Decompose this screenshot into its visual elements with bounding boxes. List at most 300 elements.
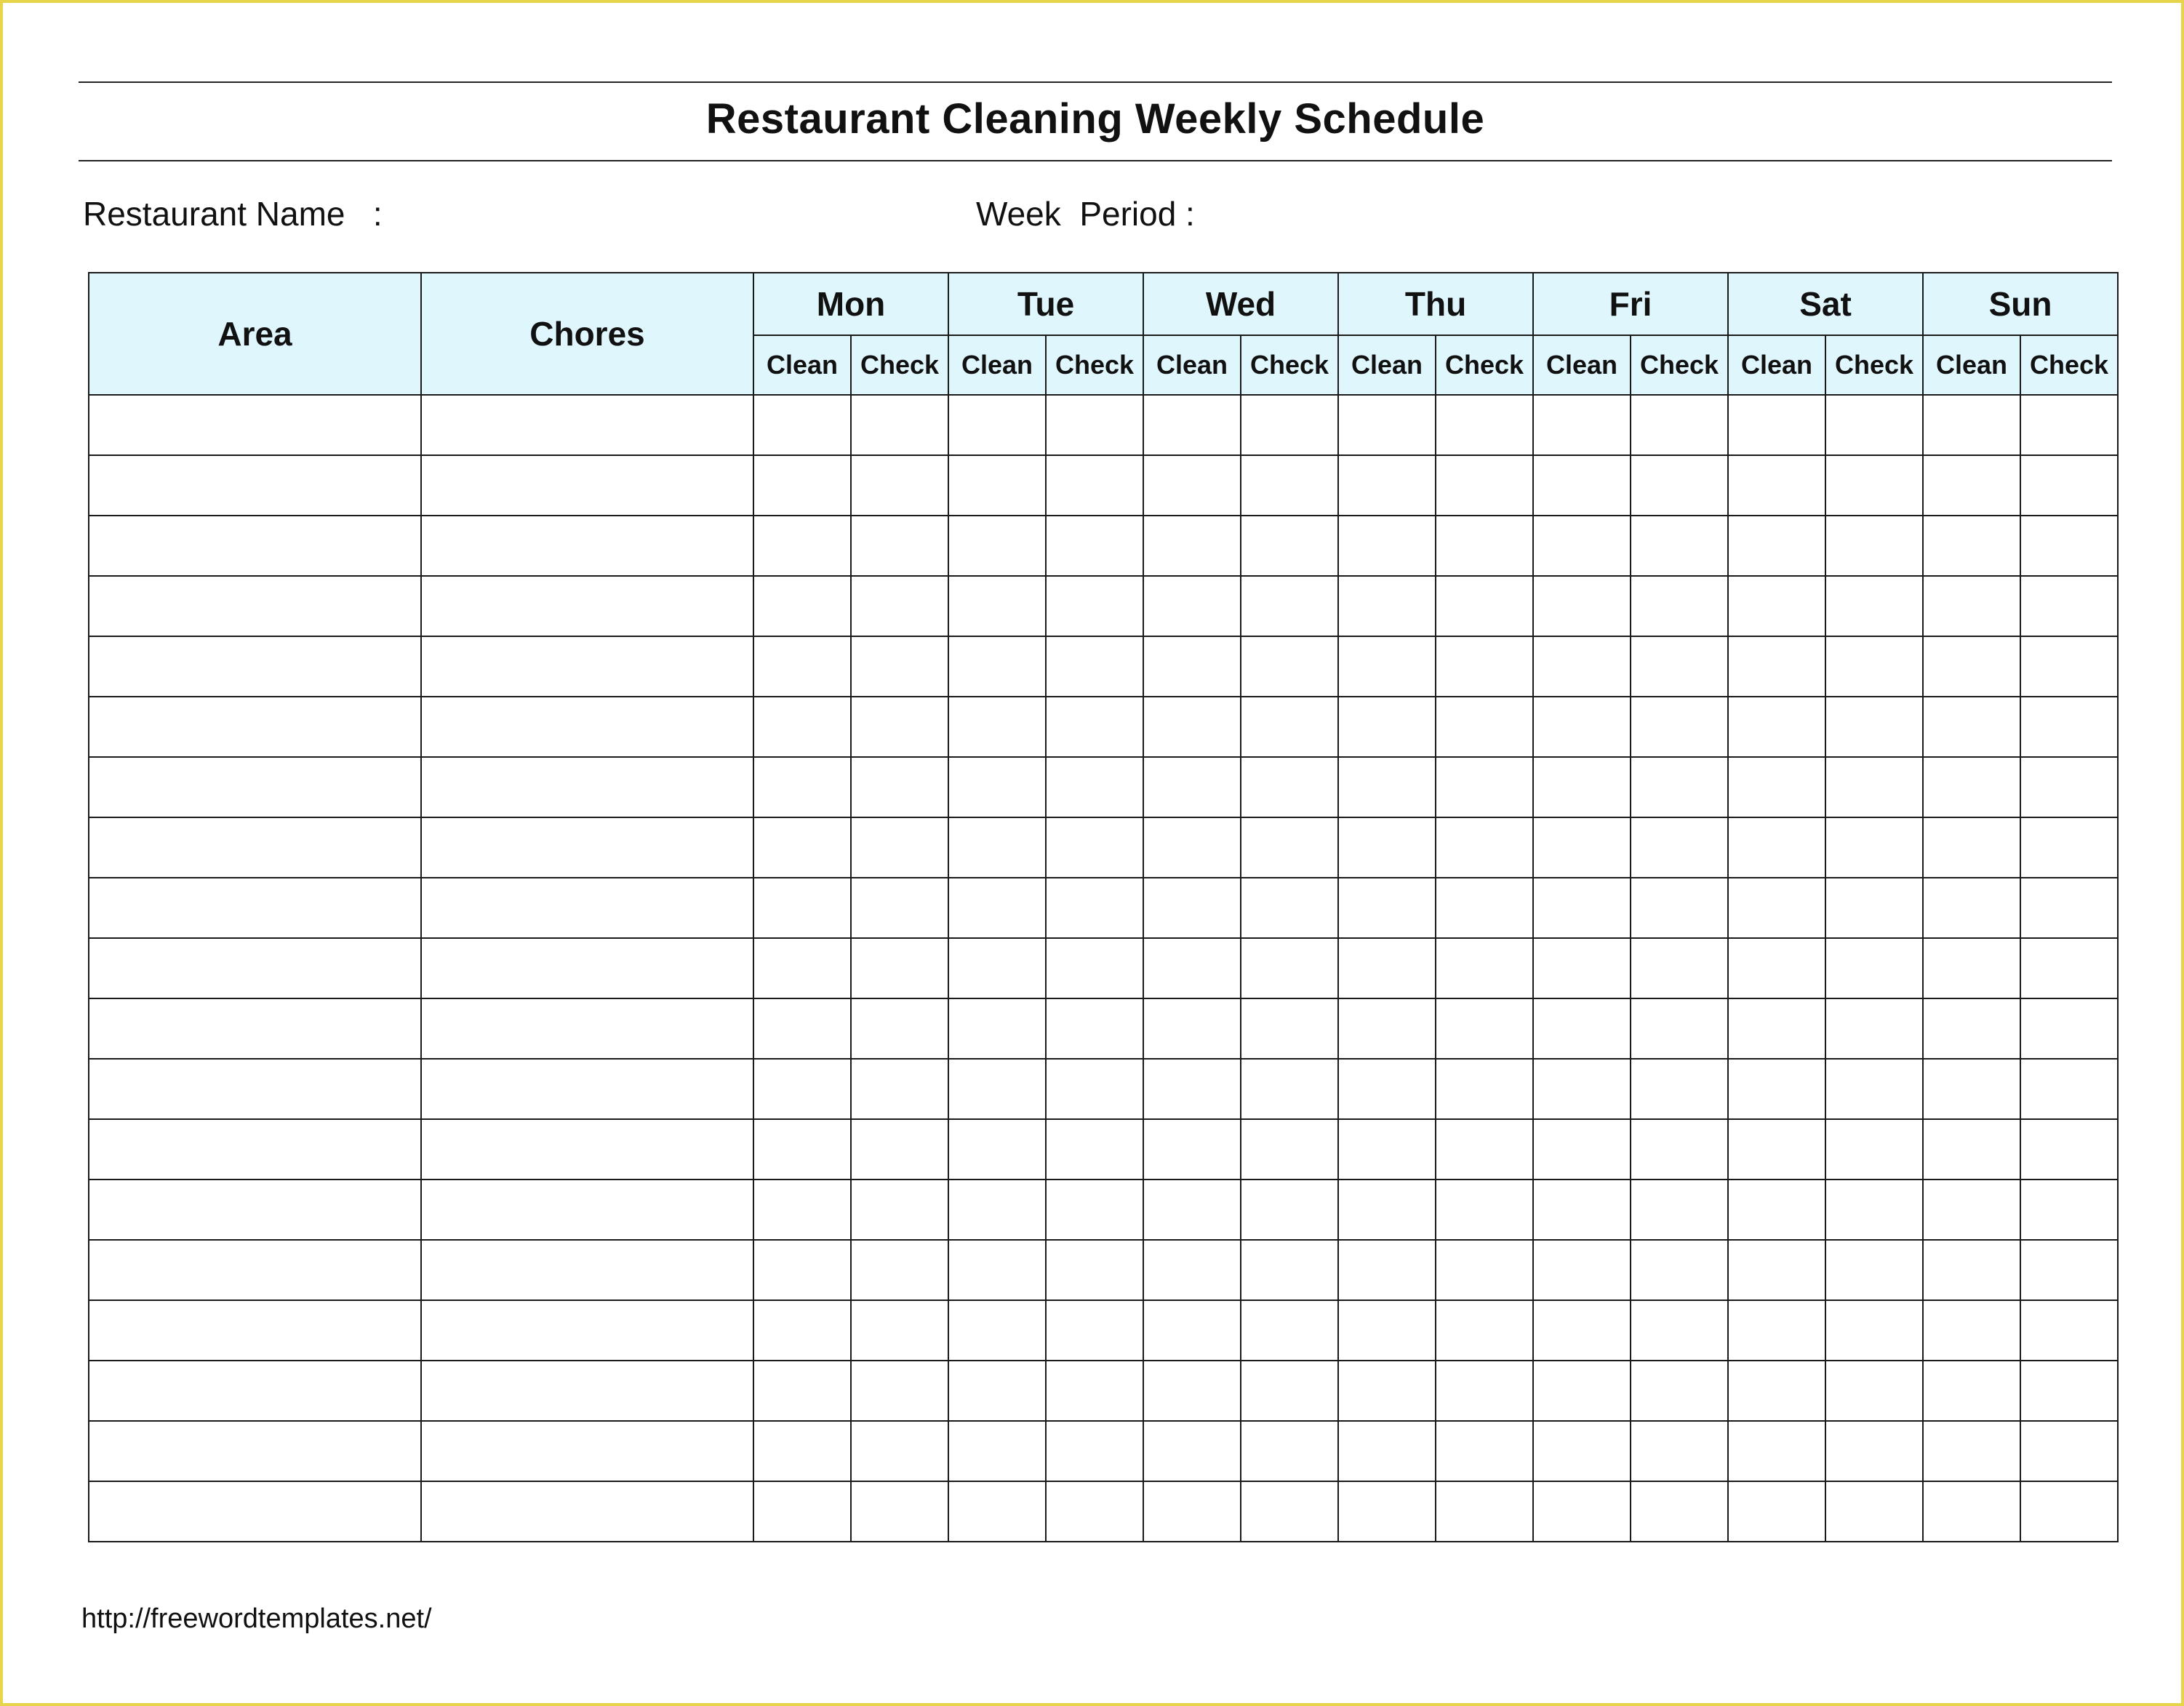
- check-cell[interactable]: [1533, 697, 1631, 757]
- check-cell[interactable]: [948, 757, 1046, 817]
- check-cell[interactable]: [2020, 636, 2118, 697]
- check-cell[interactable]: [1143, 1119, 1241, 1180]
- check-cell[interactable]: [1436, 1300, 1533, 1361]
- check-cell[interactable]: [1338, 395, 1436, 455]
- chores-cell[interactable]: [421, 817, 753, 878]
- check-cell[interactable]: [1436, 938, 1533, 998]
- check-cell[interactable]: [948, 1361, 1046, 1421]
- check-cell[interactable]: [1436, 1421, 1533, 1481]
- check-cell[interactable]: [1533, 395, 1631, 455]
- check-cell[interactable]: [1241, 455, 1338, 516]
- chores-cell[interactable]: [421, 878, 753, 938]
- check-cell[interactable]: [1728, 1481, 1825, 1542]
- area-cell[interactable]: [89, 636, 421, 697]
- check-cell[interactable]: [2020, 1361, 2118, 1421]
- check-cell[interactable]: [753, 455, 851, 516]
- check-cell[interactable]: [1533, 817, 1631, 878]
- check-cell[interactable]: [1046, 817, 1143, 878]
- check-cell[interactable]: [1533, 1421, 1631, 1481]
- check-cell[interactable]: [1825, 395, 1923, 455]
- check-cell[interactable]: [1241, 757, 1338, 817]
- check-cell[interactable]: [1338, 817, 1436, 878]
- check-cell[interactable]: [1046, 1240, 1143, 1300]
- chores-cell[interactable]: [421, 1421, 753, 1481]
- check-cell[interactable]: [1338, 1119, 1436, 1180]
- check-cell[interactable]: [1241, 1481, 1338, 1542]
- check-cell[interactable]: [753, 998, 851, 1059]
- check-cell[interactable]: [948, 455, 1046, 516]
- check-cell[interactable]: [1046, 1180, 1143, 1240]
- check-cell[interactable]: [1825, 516, 1923, 576]
- check-cell[interactable]: [1728, 1361, 1825, 1421]
- check-cell[interactable]: [1631, 757, 1728, 817]
- check-cell[interactable]: [753, 1421, 851, 1481]
- check-cell[interactable]: [1338, 1481, 1436, 1542]
- check-cell[interactable]: [1046, 395, 1143, 455]
- check-cell[interactable]: [1923, 455, 2020, 516]
- check-cell[interactable]: [1436, 455, 1533, 516]
- check-cell[interactable]: [753, 1481, 851, 1542]
- check-cell[interactable]: [851, 516, 948, 576]
- check-cell[interactable]: [1923, 636, 2020, 697]
- check-cell[interactable]: [1728, 998, 1825, 1059]
- check-cell[interactable]: [1631, 1059, 1728, 1119]
- check-cell[interactable]: [1143, 516, 1241, 576]
- check-cell[interactable]: [851, 395, 948, 455]
- check-cell[interactable]: [851, 1240, 948, 1300]
- area-cell[interactable]: [89, 697, 421, 757]
- check-cell[interactable]: [1923, 576, 2020, 636]
- check-cell[interactable]: [1923, 878, 2020, 938]
- check-cell[interactable]: [1046, 757, 1143, 817]
- check-cell[interactable]: [1143, 395, 1241, 455]
- area-cell[interactable]: [89, 1300, 421, 1361]
- check-cell[interactable]: [851, 636, 948, 697]
- check-cell[interactable]: [1728, 1240, 1825, 1300]
- check-cell[interactable]: [1631, 938, 1728, 998]
- check-cell[interactable]: [1241, 697, 1338, 757]
- check-cell[interactable]: [1241, 516, 1338, 576]
- check-cell[interactable]: [851, 1300, 948, 1361]
- check-cell[interactable]: [2020, 757, 2118, 817]
- check-cell[interactable]: [2020, 817, 2118, 878]
- check-cell[interactable]: [948, 636, 1046, 697]
- check-cell[interactable]: [1533, 757, 1631, 817]
- check-cell[interactable]: [1338, 697, 1436, 757]
- check-cell[interactable]: [851, 998, 948, 1059]
- check-cell[interactable]: [1241, 817, 1338, 878]
- area-cell[interactable]: [89, 817, 421, 878]
- area-cell[interactable]: [89, 516, 421, 576]
- check-cell[interactable]: [1436, 576, 1533, 636]
- check-cell[interactable]: [1533, 878, 1631, 938]
- check-cell[interactable]: [1631, 636, 1728, 697]
- check-cell[interactable]: [1046, 455, 1143, 516]
- check-cell[interactable]: [2020, 1300, 2118, 1361]
- check-cell[interactable]: [1631, 1421, 1728, 1481]
- check-cell[interactable]: [851, 817, 948, 878]
- check-cell[interactable]: [1046, 516, 1143, 576]
- check-cell[interactable]: [1631, 1180, 1728, 1240]
- check-cell[interactable]: [1728, 757, 1825, 817]
- check-cell[interactable]: [1923, 1180, 2020, 1240]
- check-cell[interactable]: [1143, 455, 1241, 516]
- check-cell[interactable]: [1631, 576, 1728, 636]
- area-cell[interactable]: [89, 938, 421, 998]
- check-cell[interactable]: [851, 697, 948, 757]
- check-cell[interactable]: [851, 1421, 948, 1481]
- check-cell[interactable]: [1923, 1119, 2020, 1180]
- check-cell[interactable]: [1825, 1481, 1923, 1542]
- check-cell[interactable]: [851, 878, 948, 938]
- area-cell[interactable]: [89, 1180, 421, 1240]
- check-cell[interactable]: [1241, 1421, 1338, 1481]
- check-cell[interactable]: [1143, 1421, 1241, 1481]
- check-cell[interactable]: [1046, 998, 1143, 1059]
- check-cell[interactable]: [753, 1180, 851, 1240]
- check-cell[interactable]: [1533, 1240, 1631, 1300]
- check-cell[interactable]: [948, 1119, 1046, 1180]
- check-cell[interactable]: [948, 1481, 1046, 1542]
- check-cell[interactable]: [1631, 455, 1728, 516]
- check-cell[interactable]: [2020, 455, 2118, 516]
- check-cell[interactable]: [2020, 1240, 2118, 1300]
- check-cell[interactable]: [1241, 1300, 1338, 1361]
- check-cell[interactable]: [1923, 757, 2020, 817]
- check-cell[interactable]: [1436, 878, 1533, 938]
- check-cell[interactable]: [1436, 757, 1533, 817]
- check-cell[interactable]: [1923, 938, 2020, 998]
- check-cell[interactable]: [1728, 697, 1825, 757]
- check-cell[interactable]: [2020, 697, 2118, 757]
- check-cell[interactable]: [1338, 1300, 1436, 1361]
- check-cell[interactable]: [948, 998, 1046, 1059]
- check-cell[interactable]: [1241, 1361, 1338, 1421]
- check-cell[interactable]: [1241, 636, 1338, 697]
- check-cell[interactable]: [1533, 1180, 1631, 1240]
- check-cell[interactable]: [948, 1180, 1046, 1240]
- check-cell[interactable]: [753, 1119, 851, 1180]
- check-cell[interactable]: [1046, 636, 1143, 697]
- check-cell[interactable]: [948, 1300, 1046, 1361]
- check-cell[interactable]: [1825, 938, 1923, 998]
- check-cell[interactable]: [1338, 1059, 1436, 1119]
- area-cell[interactable]: [89, 998, 421, 1059]
- check-cell[interactable]: [1046, 1481, 1143, 1542]
- check-cell[interactable]: [1436, 395, 1533, 455]
- check-cell[interactable]: [1143, 817, 1241, 878]
- check-cell[interactable]: [1241, 576, 1338, 636]
- check-cell[interactable]: [851, 455, 948, 516]
- check-cell[interactable]: [948, 395, 1046, 455]
- check-cell[interactable]: [1825, 998, 1923, 1059]
- check-cell[interactable]: [1923, 998, 2020, 1059]
- area-cell[interactable]: [89, 455, 421, 516]
- check-cell[interactable]: [851, 1180, 948, 1240]
- check-cell[interactable]: [1143, 938, 1241, 998]
- check-cell[interactable]: [948, 1059, 1046, 1119]
- check-cell[interactable]: [753, 516, 851, 576]
- check-cell[interactable]: [1046, 1300, 1143, 1361]
- check-cell[interactable]: [1338, 636, 1436, 697]
- check-cell[interactable]: [1631, 1300, 1728, 1361]
- chores-cell[interactable]: [421, 757, 753, 817]
- check-cell[interactable]: [1338, 757, 1436, 817]
- chores-cell[interactable]: [421, 455, 753, 516]
- check-cell[interactable]: [1631, 817, 1728, 878]
- check-cell[interactable]: [851, 576, 948, 636]
- check-cell[interactable]: [1631, 878, 1728, 938]
- check-cell[interactable]: [1046, 1059, 1143, 1119]
- check-cell[interactable]: [948, 576, 1046, 636]
- check-cell[interactable]: [1825, 1180, 1923, 1240]
- check-cell[interactable]: [1825, 455, 1923, 516]
- check-cell[interactable]: [948, 1421, 1046, 1481]
- check-cell[interactable]: [1631, 697, 1728, 757]
- check-cell[interactable]: [2020, 1119, 2118, 1180]
- check-cell[interactable]: [1631, 1119, 1728, 1180]
- check-cell[interactable]: [753, 938, 851, 998]
- check-cell[interactable]: [1728, 1300, 1825, 1361]
- check-cell[interactable]: [1923, 1481, 2020, 1542]
- chores-cell[interactable]: [421, 516, 753, 576]
- check-cell[interactable]: [1338, 998, 1436, 1059]
- check-cell[interactable]: [1728, 395, 1825, 455]
- check-cell[interactable]: [1143, 1300, 1241, 1361]
- check-cell[interactable]: [1923, 1240, 2020, 1300]
- check-cell[interactable]: [1631, 516, 1728, 576]
- area-cell[interactable]: [89, 1240, 421, 1300]
- area-cell[interactable]: [89, 1059, 421, 1119]
- check-cell[interactable]: [948, 1240, 1046, 1300]
- check-cell[interactable]: [1728, 817, 1825, 878]
- area-cell[interactable]: [89, 1119, 421, 1180]
- check-cell[interactable]: [2020, 516, 2118, 576]
- check-cell[interactable]: [2020, 938, 2118, 998]
- check-cell[interactable]: [753, 878, 851, 938]
- check-cell[interactable]: [1436, 1361, 1533, 1421]
- chores-cell[interactable]: [421, 1361, 753, 1421]
- check-cell[interactable]: [1143, 636, 1241, 697]
- check-cell[interactable]: [2020, 395, 2118, 455]
- check-cell[interactable]: [753, 697, 851, 757]
- check-cell[interactable]: [851, 1059, 948, 1119]
- chores-cell[interactable]: [421, 1059, 753, 1119]
- check-cell[interactable]: [1728, 1059, 1825, 1119]
- check-cell[interactable]: [1046, 1119, 1143, 1180]
- check-cell[interactable]: [948, 938, 1046, 998]
- check-cell[interactable]: [1728, 1119, 1825, 1180]
- chores-cell[interactable]: [421, 1119, 753, 1180]
- check-cell[interactable]: [1825, 1361, 1923, 1421]
- check-cell[interactable]: [2020, 1180, 2118, 1240]
- check-cell[interactable]: [1436, 1481, 1533, 1542]
- check-cell[interactable]: [1338, 1361, 1436, 1421]
- check-cell[interactable]: [753, 1361, 851, 1421]
- check-cell[interactable]: [1046, 1361, 1143, 1421]
- check-cell[interactable]: [1728, 455, 1825, 516]
- check-cell[interactable]: [1436, 1240, 1533, 1300]
- check-cell[interactable]: [1241, 1180, 1338, 1240]
- check-cell[interactable]: [2020, 878, 2118, 938]
- check-cell[interactable]: [1533, 576, 1631, 636]
- check-cell[interactable]: [1143, 576, 1241, 636]
- chores-cell[interactable]: [421, 938, 753, 998]
- check-cell[interactable]: [851, 1361, 948, 1421]
- check-cell[interactable]: [1631, 998, 1728, 1059]
- check-cell[interactable]: [1631, 1481, 1728, 1542]
- check-cell[interactable]: [1825, 817, 1923, 878]
- check-cell[interactable]: [1533, 1119, 1631, 1180]
- check-cell[interactable]: [1436, 1059, 1533, 1119]
- check-cell[interactable]: [2020, 998, 2118, 1059]
- check-cell[interactable]: [1728, 878, 1825, 938]
- check-cell[interactable]: [1825, 1240, 1923, 1300]
- check-cell[interactable]: [1046, 697, 1143, 757]
- check-cell[interactable]: [1143, 1180, 1241, 1240]
- check-cell[interactable]: [1436, 998, 1533, 1059]
- area-cell[interactable]: [89, 395, 421, 455]
- check-cell[interactable]: [1436, 1180, 1533, 1240]
- check-cell[interactable]: [1728, 516, 1825, 576]
- check-cell[interactable]: [1825, 878, 1923, 938]
- check-cell[interactable]: [1436, 1119, 1533, 1180]
- check-cell[interactable]: [948, 878, 1046, 938]
- check-cell[interactable]: [948, 697, 1046, 757]
- check-cell[interactable]: [753, 1300, 851, 1361]
- check-cell[interactable]: [753, 576, 851, 636]
- check-cell[interactable]: [2020, 1481, 2118, 1542]
- check-cell[interactable]: [1728, 1180, 1825, 1240]
- area-cell[interactable]: [89, 1421, 421, 1481]
- check-cell[interactable]: [2020, 1421, 2118, 1481]
- area-cell[interactable]: [89, 757, 421, 817]
- chores-cell[interactable]: [421, 1240, 753, 1300]
- check-cell[interactable]: [1923, 1300, 2020, 1361]
- check-cell[interactable]: [1241, 878, 1338, 938]
- check-cell[interactable]: [753, 817, 851, 878]
- check-cell[interactable]: [1241, 395, 1338, 455]
- chores-cell[interactable]: [421, 395, 753, 455]
- check-cell[interactable]: [1046, 1421, 1143, 1481]
- check-cell[interactable]: [851, 757, 948, 817]
- check-cell[interactable]: [1046, 938, 1143, 998]
- check-cell[interactable]: [851, 1481, 948, 1542]
- check-cell[interactable]: [1533, 1059, 1631, 1119]
- check-cell[interactable]: [1241, 1119, 1338, 1180]
- check-cell[interactable]: [2020, 576, 2118, 636]
- check-cell[interactable]: [1533, 636, 1631, 697]
- check-cell[interactable]: [1923, 516, 2020, 576]
- check-cell[interactable]: [1825, 1059, 1923, 1119]
- check-cell[interactable]: [1143, 1361, 1241, 1421]
- check-cell[interactable]: [1728, 1421, 1825, 1481]
- check-cell[interactable]: [1338, 576, 1436, 636]
- check-cell[interactable]: [1631, 1361, 1728, 1421]
- check-cell[interactable]: [948, 817, 1046, 878]
- check-cell[interactable]: [1923, 1361, 2020, 1421]
- chores-cell[interactable]: [421, 998, 753, 1059]
- check-cell[interactable]: [1631, 395, 1728, 455]
- check-cell[interactable]: [1825, 636, 1923, 697]
- check-cell[interactable]: [1436, 817, 1533, 878]
- check-cell[interactable]: [1825, 1421, 1923, 1481]
- check-cell[interactable]: [1241, 1059, 1338, 1119]
- check-cell[interactable]: [1533, 1481, 1631, 1542]
- check-cell[interactable]: [753, 395, 851, 455]
- check-cell[interactable]: [1338, 516, 1436, 576]
- check-cell[interactable]: [753, 636, 851, 697]
- check-cell[interactable]: [1143, 1059, 1241, 1119]
- check-cell[interactable]: [1533, 998, 1631, 1059]
- area-cell[interactable]: [89, 878, 421, 938]
- check-cell[interactable]: [1046, 576, 1143, 636]
- check-cell[interactable]: [1923, 1059, 2020, 1119]
- check-cell[interactable]: [1923, 817, 2020, 878]
- check-cell[interactable]: [1825, 1300, 1923, 1361]
- check-cell[interactable]: [1436, 516, 1533, 576]
- check-cell[interactable]: [1631, 1240, 1728, 1300]
- check-cell[interactable]: [1241, 998, 1338, 1059]
- check-cell[interactable]: [753, 1240, 851, 1300]
- check-cell[interactable]: [753, 1059, 851, 1119]
- area-cell[interactable]: [89, 576, 421, 636]
- check-cell[interactable]: [1338, 455, 1436, 516]
- check-cell[interactable]: [851, 1119, 948, 1180]
- check-cell[interactable]: [1143, 757, 1241, 817]
- check-cell[interactable]: [2020, 1059, 2118, 1119]
- chores-cell[interactable]: [421, 1180, 753, 1240]
- check-cell[interactable]: [753, 757, 851, 817]
- check-cell[interactable]: [1143, 1481, 1241, 1542]
- check-cell[interactable]: [1728, 938, 1825, 998]
- check-cell[interactable]: [1143, 878, 1241, 938]
- check-cell[interactable]: [1825, 697, 1923, 757]
- check-cell[interactable]: [1825, 757, 1923, 817]
- check-cell[interactable]: [1436, 697, 1533, 757]
- check-cell[interactable]: [1143, 998, 1241, 1059]
- chores-cell[interactable]: [421, 1300, 753, 1361]
- check-cell[interactable]: [1923, 1421, 2020, 1481]
- check-cell[interactable]: [1728, 576, 1825, 636]
- check-cell[interactable]: [1338, 1240, 1436, 1300]
- check-cell[interactable]: [1533, 938, 1631, 998]
- check-cell[interactable]: [1143, 1240, 1241, 1300]
- check-cell[interactable]: [1338, 878, 1436, 938]
- check-cell[interactable]: [1338, 1180, 1436, 1240]
- check-cell[interactable]: [1143, 697, 1241, 757]
- check-cell[interactable]: [1533, 1300, 1631, 1361]
- check-cell[interactable]: [1923, 697, 2020, 757]
- check-cell[interactable]: [1533, 516, 1631, 576]
- chores-cell[interactable]: [421, 1481, 753, 1542]
- area-cell[interactable]: [89, 1361, 421, 1421]
- chores-cell[interactable]: [421, 697, 753, 757]
- check-cell[interactable]: [1728, 636, 1825, 697]
- check-cell[interactable]: [1825, 1119, 1923, 1180]
- check-cell[interactable]: [948, 516, 1046, 576]
- check-cell[interactable]: [1241, 1240, 1338, 1300]
- check-cell[interactable]: [1533, 1361, 1631, 1421]
- check-cell[interactable]: [1338, 1421, 1436, 1481]
- chores-cell[interactable]: [421, 576, 753, 636]
- chores-cell[interactable]: [421, 636, 753, 697]
- check-cell[interactable]: [1241, 938, 1338, 998]
- check-cell[interactable]: [1338, 938, 1436, 998]
- check-cell[interactable]: [851, 938, 948, 998]
- area-cell[interactable]: [89, 1481, 421, 1542]
- check-cell[interactable]: [1923, 395, 2020, 455]
